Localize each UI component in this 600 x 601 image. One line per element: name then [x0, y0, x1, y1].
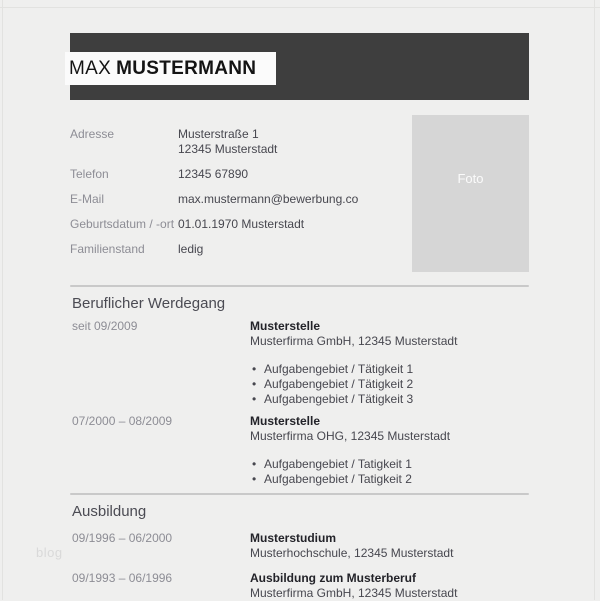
- contact-row: [70, 167, 410, 182]
- entry-subtitle: Musterfirma GmbH, 12345 Musterstadt: [250, 586, 458, 600]
- entry-title: Musterstelle: [250, 319, 321, 333]
- entry-date: 07/2000 – 08/2009: [72, 414, 173, 428]
- contact-value-line: max.mustermann@bewerbung.co: [178, 192, 359, 206]
- cv-entry: [70, 319, 529, 407]
- contact-value: [178, 167, 248, 182]
- entry-subtitle: Musterhochschule, 12345 Musterstadt: [250, 546, 454, 560]
- entry-body: [250, 571, 529, 601]
- entry-bullet-list: [250, 362, 529, 407]
- contact-label: Adresse: [70, 127, 115, 141]
- entry-subtitle: Musterfirma OHG, 12345 Musterstadt: [250, 429, 451, 443]
- contact-value: [178, 127, 277, 157]
- entry-subtitle: Musterfirma GmbH, 12345 Musterstadt: [250, 334, 458, 348]
- contact-label: Familienstand: [70, 242, 145, 256]
- contact-value: [178, 242, 203, 257]
- contact-value-line: 01.01.1970 Musterstadt: [178, 217, 305, 231]
- entry-title: Ausbildung zum Musterberuf: [250, 571, 416, 585]
- entry-title: Musterstudium: [250, 531, 337, 545]
- section-divider: [70, 493, 529, 495]
- contact-row: [70, 242, 410, 257]
- cv-sections: [70, 285, 529, 601]
- photo-placeholder: [412, 115, 529, 272]
- contact-value: [178, 217, 304, 232]
- cv-section: [70, 285, 529, 487]
- contact-row: [70, 192, 410, 207]
- entry-date: seit 09/2009: [72, 319, 138, 333]
- section-entries: [70, 319, 529, 487]
- entry-bullet: • Aufgabengebiet / Tätigkeit 3: [252, 392, 529, 407]
- contact-value-line: Musterstraße 1: [178, 127, 259, 141]
- first-name: MAX: [69, 57, 112, 79]
- entry-body: [250, 531, 529, 561]
- entry-bullet: • Aufgabengebiet / Tätigkeit 1: [252, 362, 529, 377]
- entry-date: 09/1993 – 06/1996: [72, 571, 173, 585]
- contact-value-line: 12345 Musterstadt: [178, 142, 278, 156]
- contact-label: Geburtsdatum / -ort: [70, 217, 175, 231]
- section-divider: [70, 285, 529, 287]
- entry-bullet-list: [250, 457, 529, 487]
- entry-body: [250, 414, 529, 487]
- section-entries: [70, 531, 529, 601]
- contact-label: E-Mail: [70, 192, 105, 206]
- contact-block: [70, 127, 410, 267]
- entry-bullet: • Aufgabengebiet / Tätigkeit 2: [252, 377, 529, 392]
- entry-title: Musterstelle: [250, 414, 321, 428]
- cv-entry: [70, 571, 529, 601]
- section-title: Beruflicher Werdegang: [72, 295, 226, 312]
- contact-value: [178, 192, 358, 207]
- cv-section: [70, 493, 529, 601]
- page-edge-left: [2, 0, 3, 600]
- page-edge-right: [594, 0, 595, 600]
- photo-placeholder-label: Foto: [457, 171, 484, 186]
- page-edge-top: [0, 7, 600, 8]
- cv-entry: [70, 414, 529, 487]
- watermark: blog: [36, 545, 63, 560]
- contact-label: Telefon: [70, 167, 109, 181]
- entry-bullet: • Aufgabengebiet / Tatigkeit 1: [252, 457, 529, 472]
- entry-body: [250, 319, 529, 407]
- contact-value-line: ledig: [178, 242, 204, 256]
- cv-entry: [70, 531, 529, 561]
- entry-bullet: • Aufgabengebiet / Tatigkeit 2: [252, 472, 529, 487]
- contact-row: [70, 217, 410, 232]
- last-name: MUSTERMANN: [116, 57, 257, 79]
- contact-value-line: 12345 67890: [178, 167, 249, 181]
- contact-row: [70, 127, 410, 157]
- entry-date: 09/1996 – 06/2000: [72, 531, 173, 545]
- section-title: Ausbildung: [72, 503, 147, 520]
- nameplate: [65, 52, 276, 85]
